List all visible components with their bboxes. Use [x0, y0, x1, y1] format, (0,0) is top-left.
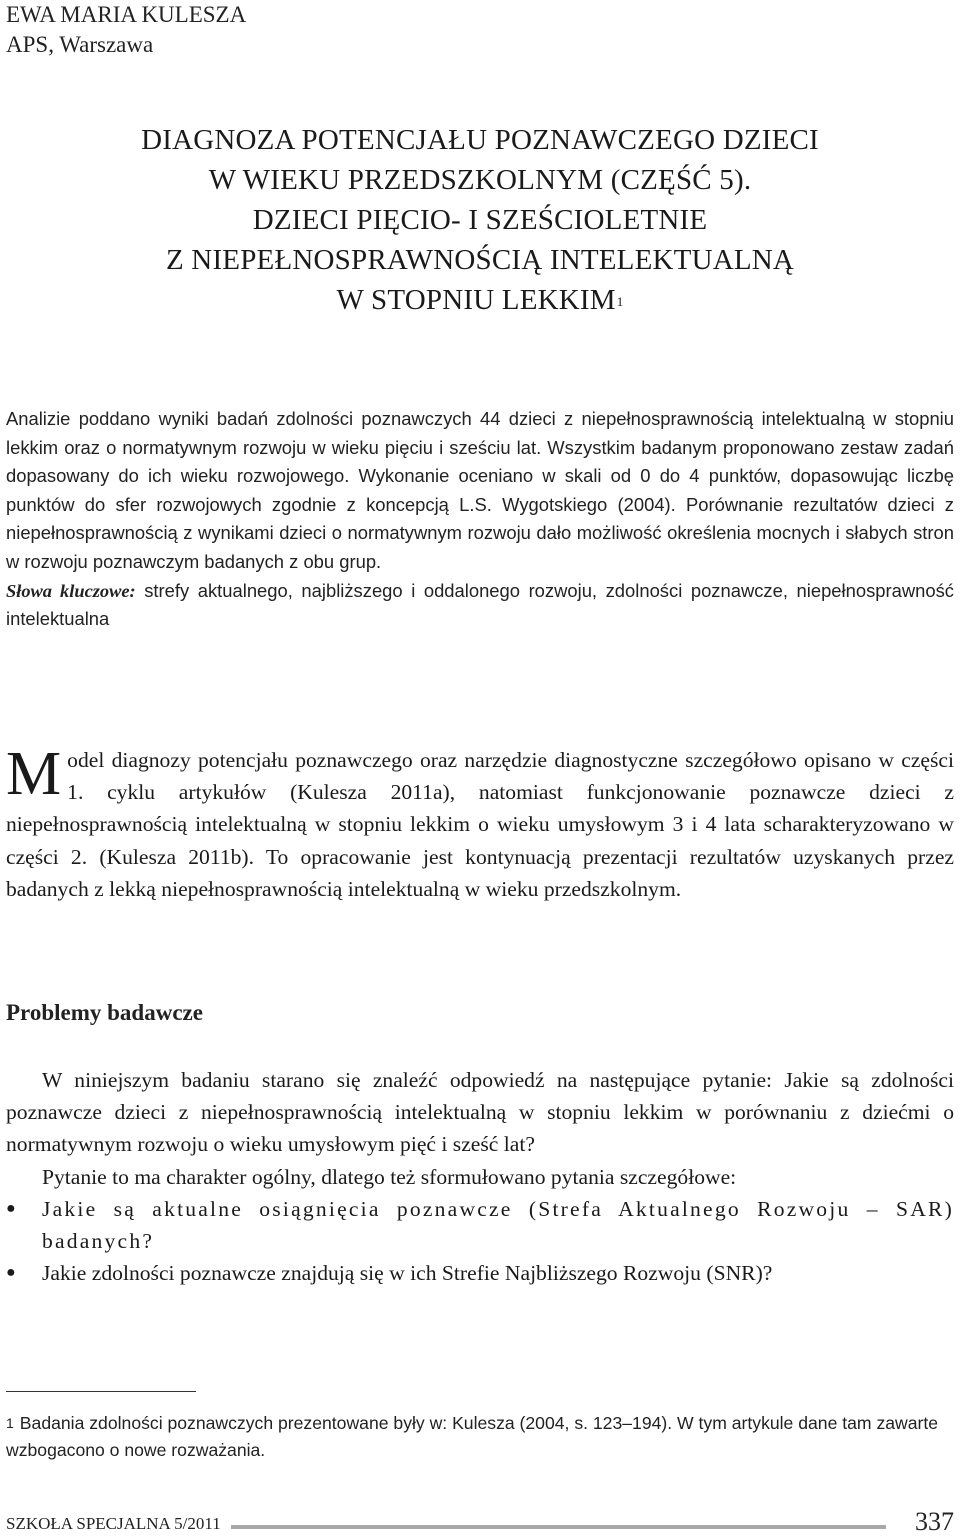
section-heading: Problemy badawcze: [6, 1000, 203, 1025]
research-section: [6, 1064, 954, 1289]
abstract: [6, 405, 954, 634]
title-line-5: [0, 280, 960, 320]
list-item: [6, 1193, 954, 1257]
author-name: EWA MARIA KULESZA: [6, 2, 247, 27]
footnote-number: 1: [6, 1415, 14, 1431]
page-number: 337: [907, 1506, 954, 1538]
intro-text: odel diagnozy potencjału poznawczego oraz narzędzie diagnostyczne szczegółowo opisano w części 1. cyklu artykułów (Kulesza 2011a), natomiast funkcjonowanie poznawcze dzieci z niepełnosprawnością intelektualną w stopniu lekkim o wieku umysłowym 3 i 4 lata scharakteryzowano w części 2. (Kulesza 2011b). To opracowanie jest kontynuacją prezentacji rezultatów uzyskanych przez badanych z lekką niepełnosprawnością intelektualną w wieku przedszkolnym.: [6, 748, 954, 901]
drop-cap-letter: M: [6, 740, 62, 808]
keywords-text: strefy aktualnego, najbliższego i oddalonego rozwoju, zdolności poznawcze, niepełnosprawność intelektualna: [6, 579, 954, 630]
author-block: [6, 0, 246, 60]
title-line-5-text: W STOPNIU LEKKIM: [336, 284, 616, 316]
footnote-divider: [6, 1391, 196, 1392]
bullet-icon: ●: [6, 1264, 16, 1282]
question-text: Jakie są aktualne osiągnięcia poznawcze (Strefa Aktualnego Rozwoju – SAR) badanych?: [42, 1196, 954, 1254]
research-paragraph-2: Pytanie to ma charakter ogólny, dlatego też sformułowano pytania szczegółowe:: [42, 1164, 737, 1189]
abstract-text: Analizie poddano wyniki badań zdolności poznawczych 44 dzieci z niepełnosprawnością intelektualną w stopniu lekkim oraz o normatywnym rozwoju w wieku pięciu i sześciu lat. Wszystkim badanym proponowano zestaw zadań dopasowany do ich wieku rozwojowego. Wykonanie oceniano w skali od 0 do 4 punktów, dopasowując liczbę punktów do sfer rozwojowych zgodnie z koncepcją L.S. Wygotskiego (2004). Porównanie rezultatów dzieci z niepełnosprawnością z wynikami dzieci o normatywnym rozwoju dało możliwość określenia mocnych i słabych stron w rozwoju poznawczym badanych z obu grup.: [6, 408, 954, 572]
bullet-icon: ●: [6, 1199, 16, 1217]
title-line-4: Z NIEPEŁNOSPRAWNOŚCIĄ INTELEKTUALNĄ: [165, 244, 795, 276]
keywords: [6, 577, 954, 634]
question-text: Jakie zdolności poznawcze znajdują się w ich Strefie Najbliższego Rozwoju (SNR)?: [42, 1261, 773, 1286]
author-affiliation: APS, Warszawa: [6, 32, 154, 57]
title-footnote-ref[interactable]: 1: [616, 294, 624, 309]
research-questions-list: [6, 1193, 954, 1290]
intro-paragraph: [6, 740, 954, 905]
article-title: [0, 120, 960, 320]
title-line-2: W WIEKU PRZEDSZKOLNYM (CZĘŚĆ 5).: [208, 164, 752, 196]
title-line-3: DZIECI PIĘCIO- I SZEŚCIOLETNIE: [252, 204, 708, 236]
research-paragraph-1: W niniejszym badaniu starano się znaleźć odpowiedź na następujące pytanie: Jakie są zdolności poznawcze dzieci z niepełnosprawnością intelektualną w stopniu lekkim w porównaniu z dziećmi o normatywnym rozwoju o wieku umysłowym pięć i sześć lat?: [6, 1068, 954, 1157]
keywords-label: Słowa kluczowe:: [6, 580, 136, 601]
footnote: [6, 1410, 954, 1464]
footer-journal: SZKOŁA SPECJALNA 5/2011: [6, 1512, 231, 1536]
list-item: [6, 1257, 954, 1289]
title-line-1: DIAGNOZA POTENCJAŁU POZNAWCZEGO DZIECI: [141, 124, 819, 156]
footnote-text: Badania zdolności poznawczych prezentowane były w: Kulesza (2004, s. 123–194). W tym artykule dane tam zawarte wzbogacono o nowe rozważania.: [6, 1413, 939, 1460]
